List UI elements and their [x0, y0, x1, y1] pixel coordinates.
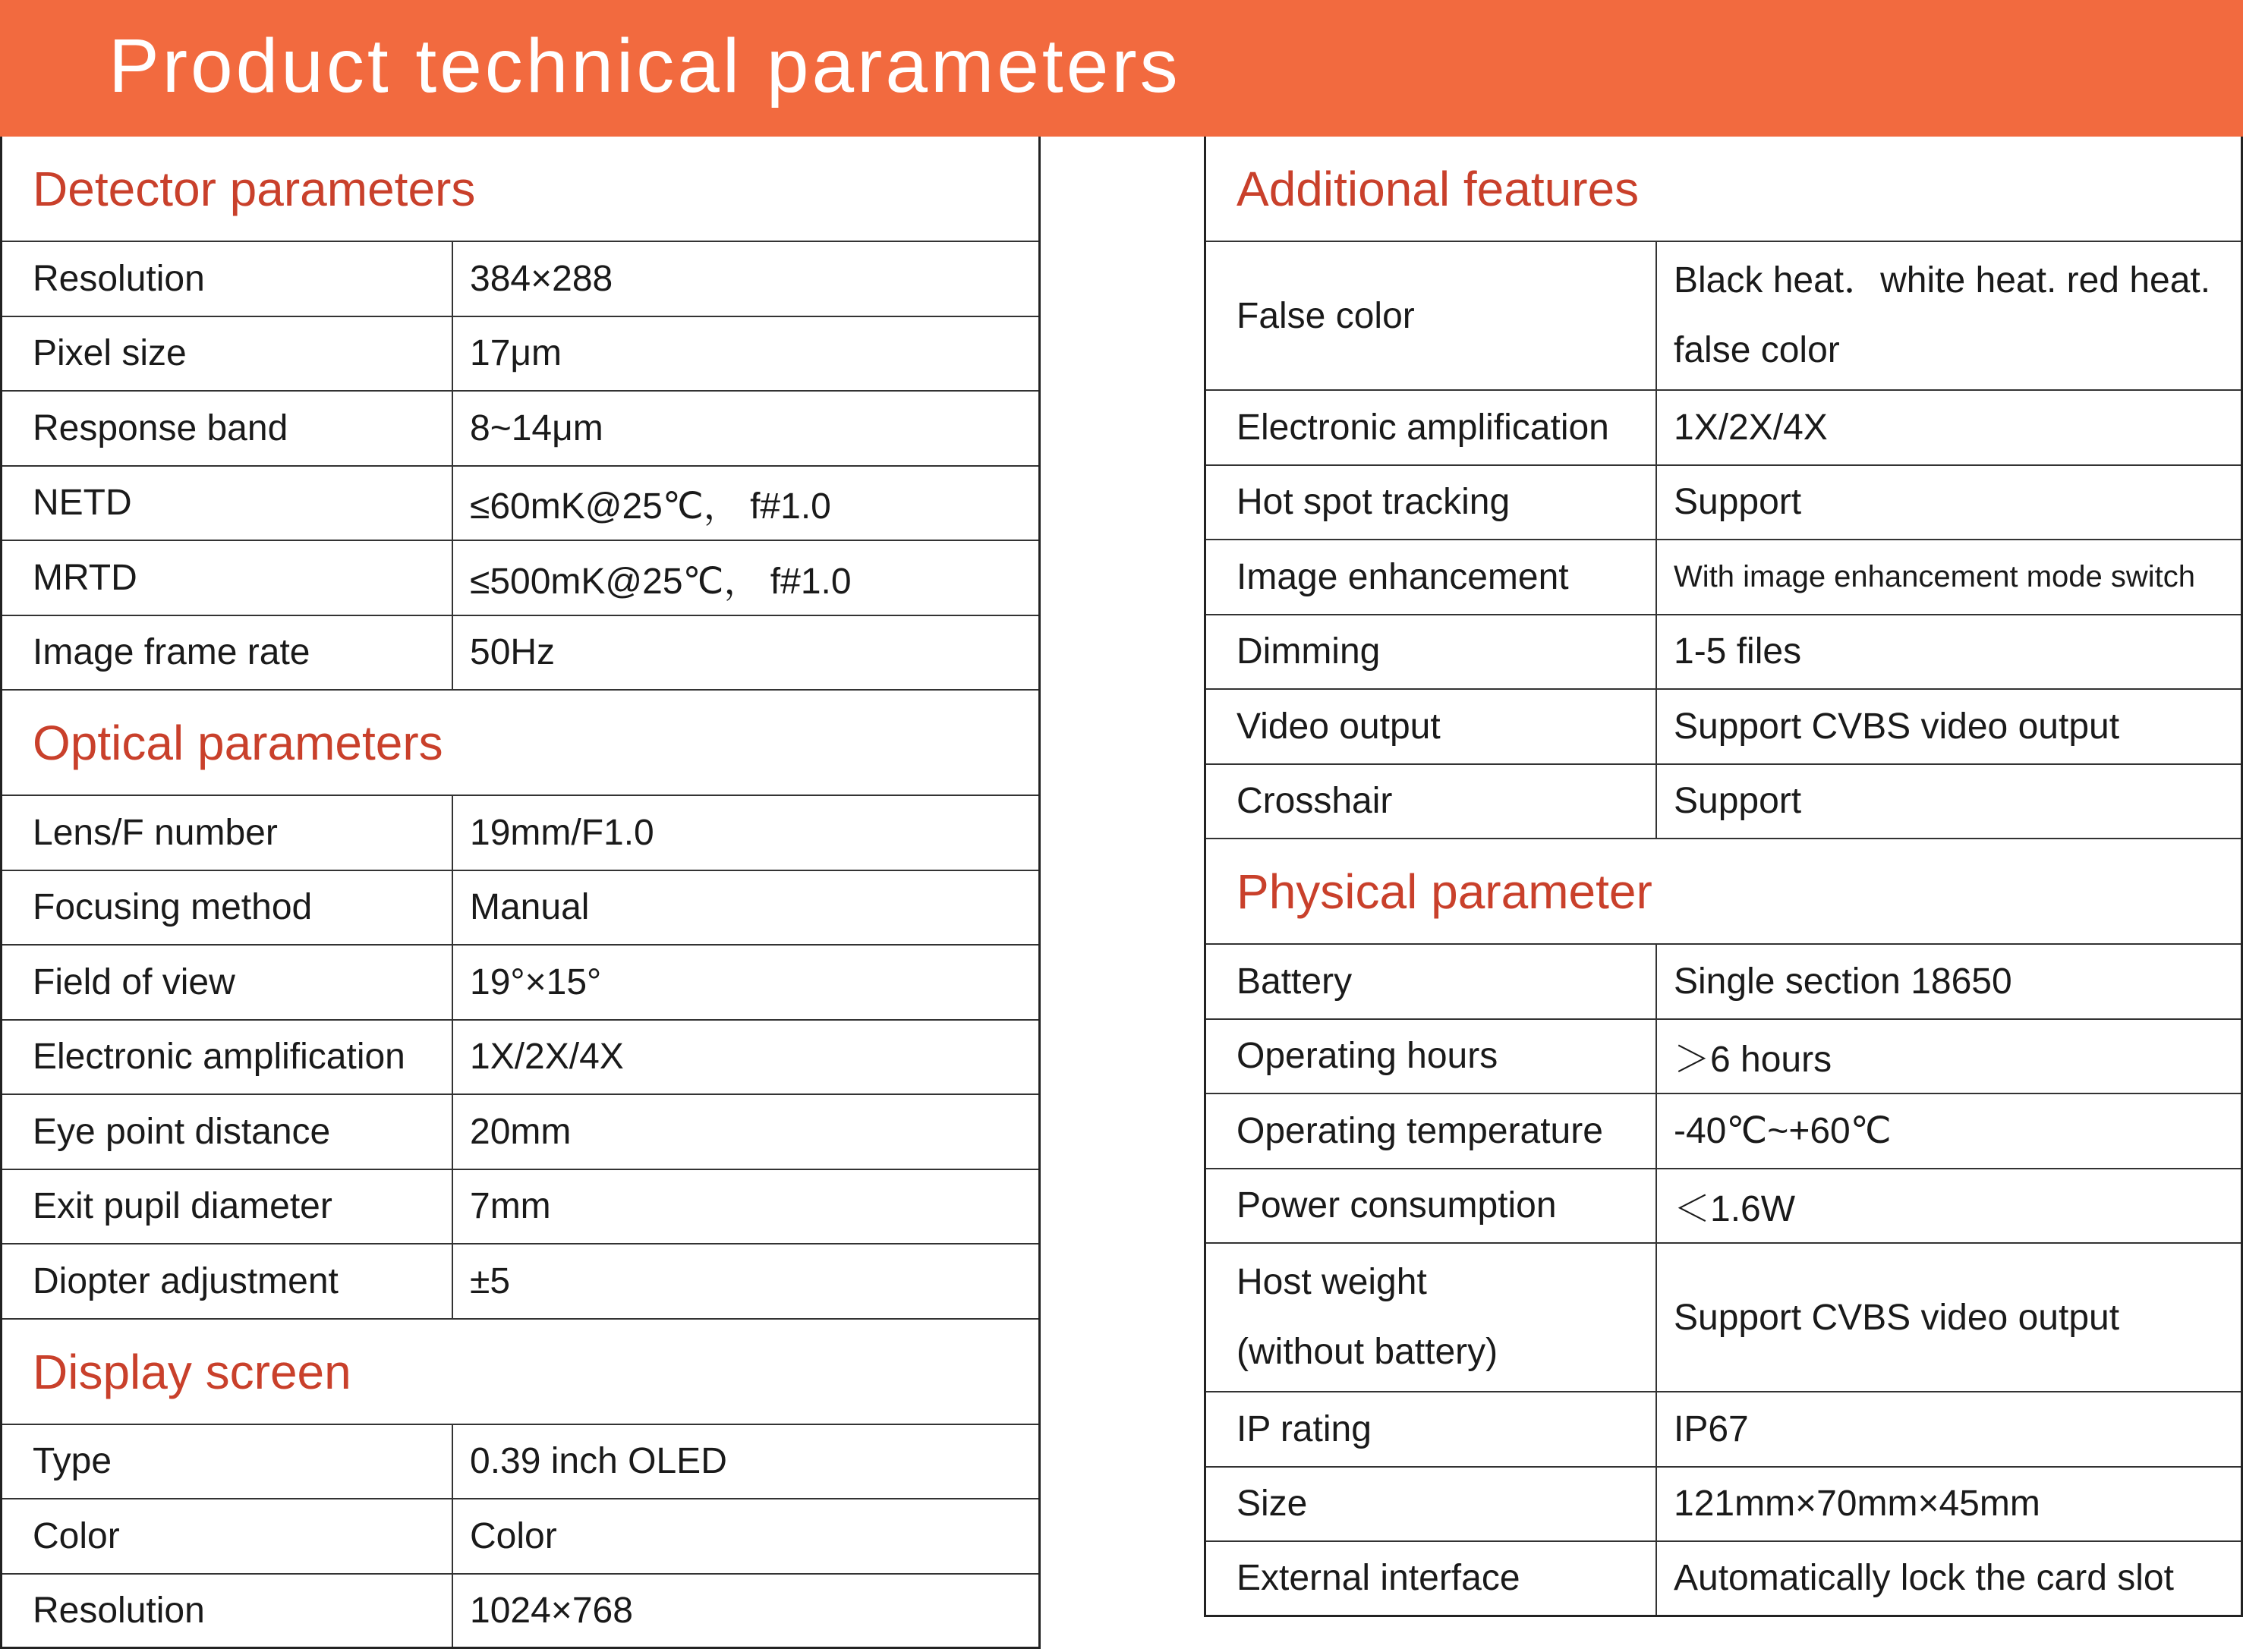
table-row — [2, 1095, 1038, 1170]
param-name: IP rating — [1206, 1392, 1657, 1466]
param-value: 1-5 files — [1674, 631, 1802, 672]
param-name: Hot spot tracking — [1206, 466, 1657, 540]
param-value: 121mm×70mm×45mm — [1674, 1484, 2040, 1525]
param-value: 1024×768 — [470, 1590, 633, 1631]
table-row — [2, 317, 1038, 392]
param-value: Support — [1674, 482, 1802, 523]
param-value: ＜1.6W — [1674, 1189, 1796, 1230]
table-row — [1206, 1542, 2241, 1617]
table-row — [2, 1425, 1038, 1500]
table-row — [2, 796, 1038, 871]
table-row — [2, 467, 1038, 542]
param-name — [1206, 1244, 1657, 1391]
param-value: 19mm/F1.0 — [470, 812, 654, 853]
table-row — [2, 242, 1038, 317]
param-value: 384×288 — [470, 258, 613, 299]
param-name: Battery — [1206, 945, 1657, 1018]
table-row — [1206, 690, 2241, 765]
section-heading — [2, 1320, 1038, 1425]
param-name: Image enhancement — [1206, 540, 1657, 614]
param-name: Lens/F number — [2, 796, 453, 870]
param-value: Support CVBS video output — [1674, 1297, 2120, 1338]
param-name: Diopter adjustment — [2, 1245, 453, 1318]
table-row — [2, 1170, 1038, 1245]
table-row — [2, 1245, 1038, 1320]
param-name-line: (without battery) — [1236, 1332, 1498, 1372]
param-value-line: Black heat．white heat. red heat. — [1674, 260, 2211, 301]
table-row — [2, 871, 1038, 946]
section-title: Physical parameter — [1236, 864, 1652, 919]
section-heading — [2, 691, 1038, 796]
table-row — [1206, 1244, 2241, 1392]
param-value: 50Hz — [470, 632, 556, 673]
param-name: Operating hours — [1206, 1020, 1657, 1093]
param-value: ≤60mK@25℃， f#1.0 — [470, 486, 831, 527]
param-name: Resolution — [2, 1575, 453, 1647]
table-row — [1206, 242, 2241, 391]
param-name: Crosshair — [1206, 765, 1657, 839]
param-name: Color — [2, 1499, 453, 1573]
param-name: Dimming — [1206, 615, 1657, 689]
table-row — [1206, 765, 2241, 840]
param-value: 20mm — [470, 1111, 572, 1152]
param-name: Resolution — [2, 242, 453, 316]
table-row — [2, 1021, 1038, 1096]
section-title: Optical parameters — [33, 716, 443, 770]
table-row — [1206, 540, 2241, 615]
table-row — [1206, 1094, 2241, 1169]
param-value: 1X/2X/4X — [470, 1037, 624, 1078]
param-name: Operating temperature — [1206, 1094, 1657, 1168]
param-name: Response band — [2, 392, 453, 465]
param-value: Support CVBS video output — [1674, 706, 2120, 747]
right-column — [1204, 137, 2243, 1617]
table-row — [1206, 391, 2241, 466]
page-header — [0, 0, 2243, 137]
table-row — [2, 1499, 1038, 1575]
section-title: Display screen — [33, 1344, 351, 1399]
table-row — [1206, 1392, 2241, 1468]
param-name: Eye point distance — [2, 1095, 453, 1169]
table-row — [2, 1575, 1038, 1650]
param-value: 1X/2X/4X — [1674, 407, 1828, 448]
param-name: Image frame rate — [2, 616, 453, 690]
table-row — [1206, 1468, 2241, 1543]
param-name: Electronic amplification — [2, 1021, 453, 1094]
param-value: -40℃~+60℃ — [1674, 1111, 1892, 1152]
left-column — [0, 137, 1041, 1649]
param-value: Single section 18650 — [1674, 961, 2012, 1002]
param-name-line: Host weight — [1236, 1262, 1427, 1302]
param-name: Focusing method — [2, 871, 453, 945]
param-name: MRTD — [2, 541, 453, 615]
param-value: Support — [1674, 781, 1802, 822]
param-value: ±5 — [470, 1260, 511, 1301]
param-value: ≤500mK@25℃， f#1.0 — [470, 561, 852, 602]
page-title: Product technical parameters — [109, 24, 1181, 109]
param-value: 8~14μm — [470, 407, 603, 448]
section-title: Additional features — [1236, 162, 1640, 216]
param-name: NETD — [2, 467, 453, 540]
section-heading — [1206, 839, 2241, 945]
param-name: Power consumption — [1206, 1169, 1657, 1243]
param-value: Manual — [470, 887, 590, 928]
param-name: False color — [1206, 242, 1657, 389]
table-row — [2, 541, 1038, 616]
param-name: Video output — [1206, 690, 1657, 763]
param-value-line: false color — [1674, 330, 1840, 370]
section-heading — [2, 137, 1038, 242]
table-row — [1206, 466, 2241, 541]
param-name: Field of view — [2, 946, 453, 1019]
param-name: Size — [1206, 1468, 1657, 1541]
param-value: 0.39 inch OLED — [470, 1441, 727, 1482]
param-value: 17μm — [470, 333, 562, 374]
param-name: Pixel size — [2, 317, 453, 391]
param-value: ＞6 hours — [1674, 1040, 1832, 1081]
param-name: Electronic amplification — [1206, 391, 1657, 464]
param-value: With image enhancement mode switch — [1674, 559, 2195, 593]
param-name: External interface — [1206, 1542, 1657, 1615]
table-row — [1206, 945, 2241, 1020]
table-row — [2, 616, 1038, 691]
table-row — [2, 392, 1038, 467]
param-value: 19°×15° — [470, 961, 602, 1002]
param-value: 7mm — [470, 1186, 551, 1227]
param-name: Exit pupil diameter — [2, 1170, 453, 1244]
table-row — [1206, 1020, 2241, 1095]
section-title: Detector parameters — [33, 162, 476, 216]
param-name: Type — [2, 1425, 453, 1499]
table-row — [1206, 1169, 2241, 1245]
param-value: IP67 — [1674, 1408, 1749, 1449]
param-value: Automatically lock the card slot — [1674, 1558, 2174, 1599]
section-heading — [1206, 137, 2241, 242]
table-row — [1206, 615, 2241, 691]
param-value — [1657, 242, 2241, 389]
table-row — [2, 946, 1038, 1021]
param-value: Color — [470, 1515, 557, 1556]
